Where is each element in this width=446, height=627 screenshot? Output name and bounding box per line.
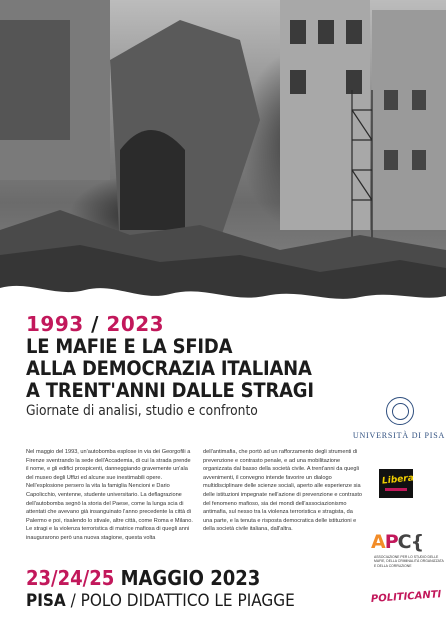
- university-seal-icon: [386, 397, 414, 425]
- headline-line-3: A TRENT'ANNI DALLE STRAGI: [26, 379, 314, 402]
- apc-letter-c: C{: [397, 531, 424, 553]
- headline-line-1: LE MAFIE E LA SFIDA: [26, 335, 233, 358]
- apc-letter-a: A: [371, 531, 385, 553]
- politicanti-logo: POLITICANTI: [370, 589, 442, 605]
- libera-logo: [379, 469, 413, 498]
- event-city: PISA: [26, 591, 66, 611]
- event-month-year: MAGGIO 2023: [120, 566, 261, 590]
- libera-logo-text: Libera: [381, 473, 415, 487]
- university-name: UNIVERSITÀ DI PISA: [352, 431, 446, 440]
- apc-logo: [371, 531, 423, 553]
- headline: [26, 336, 339, 402]
- apc-logo-subtitle: ASSOCIAZIONE PER LO STUDIO DELLE MAFIE, DELLA CRIMINALITÀ ORGANIZZATA E DELLA CORRUZIONE: [374, 555, 444, 568]
- body-text-column-2: dell'antimafia, che portò ad un rafforzamento degli strumenti di prevenzione e contrasto penale, e ad una mobilitazione organizzata dal basso della società civile. A trent'anni da quegli avvenimenti, il convegno intende favorire un dialogo multidisciplinare delle scienze sociali, aperto alle esperienze sia delle istituzioni impegnate nell'azione di prevenzione e contrasto del fenomeno mafioso, sia dei mondi dell'associazionismo antimafia, sul nesso tra la violenza terroristica e stragista, da una parte, e la tenuta e risposta democratica delle istituzioni e della società civile italiana, dall'altra.: [203, 449, 363, 533]
- year-start: 1993: [26, 312, 84, 336]
- libera-logo-bar: [385, 488, 407, 491]
- subheading: Giornate di analisi, studio e confronto: [26, 403, 258, 419]
- body-text-column-1: Nel maggio del 1993, un'autobomba esplose in via dei Georgofili a Firenze sventrando la sede dell'Accademia, di cui la strada prende il nome, e gli edifici prospicenti, danneggiando gravemente un'ala del museo degli Uffizi ed alcune sue inestimabili opere. Nell'esplosione persero la vita la famiglia Nencioni e Dario Capolicchio, ventenne, studente universitario. La deflagrazione dell'autobomba segnò la storia del Paese, come la lunga scia di attentati che avevano già insanguinato l'anno precedente la città di Palermo e poi, risalendo lo stivale, altre città, come Roma e Milano. Le stragi e la violenza terroristica di matrice mafiosa di quegli anni inaugurarono però una nuova stagione, questa volta: [26, 449, 193, 541]
- years-title: [26, 312, 164, 336]
- rubble-illustration: [0, 0, 446, 312]
- event-dates: [26, 566, 260, 590]
- event-location: / POLO DIDATTICO LE PIAGGE: [65, 591, 295, 611]
- headline-line-2: ALLA DEMOCRAZIA ITALIANA: [26, 357, 312, 380]
- apc-letter-p: P: [384, 531, 398, 553]
- event-days: 23/24/25: [26, 566, 115, 590]
- hero-photo-rubble: [0, 0, 446, 312]
- event-venue: [26, 591, 295, 611]
- year-end: 2023: [106, 312, 165, 336]
- years-separator: /: [83, 312, 107, 336]
